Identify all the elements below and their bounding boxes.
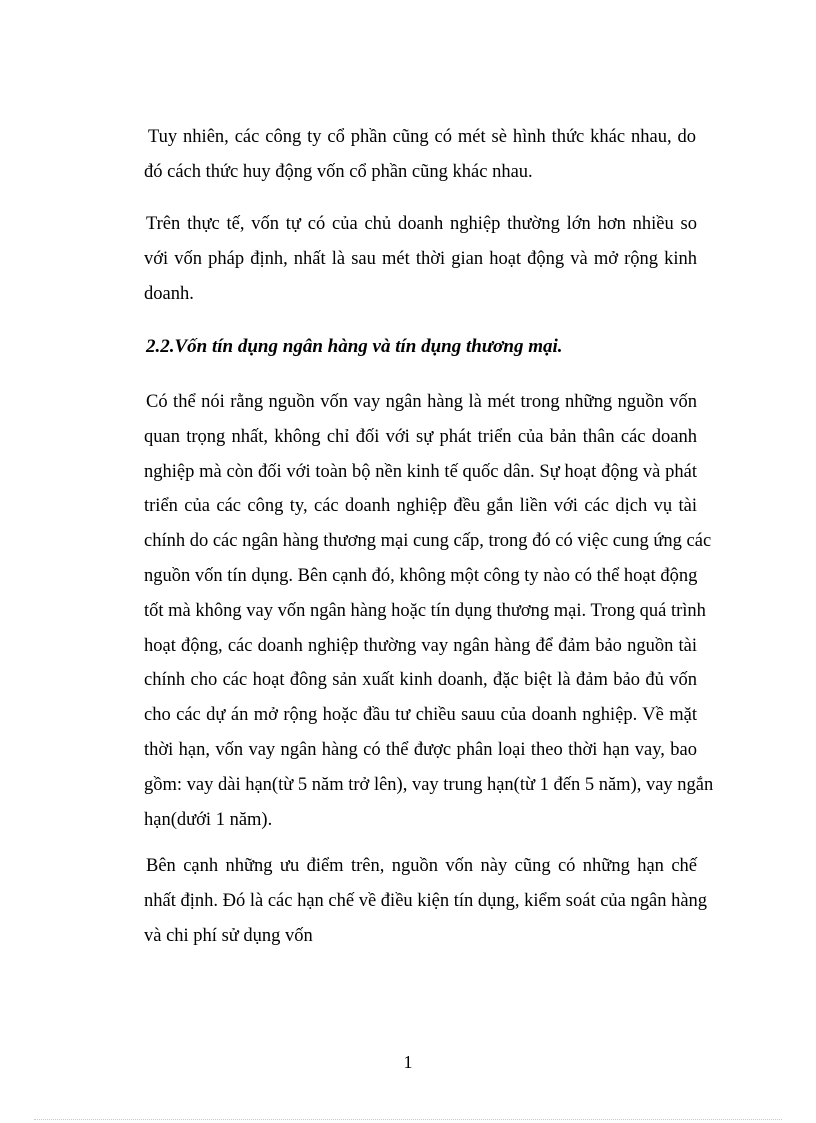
paragraph-line: nguồn vốn tín dụng. Bên cạnh đó, không một công ty nào có thể hoạt động	[144, 565, 698, 586]
paragraph-line: chính cho các hoạt đông sản xuất kinh doanh, đặc biệt là đảm bảo đủ vốn	[144, 670, 697, 691]
paragraph-line: với vốn pháp định, nhất là sau mét thời gian hoạt động và mở rộng kinh	[144, 248, 697, 269]
paragraph-2	[146, 207, 697, 311]
paragraph-line: quan trọng nhất, không chỉ đối với sự phát triển của bản thân các doanh	[144, 426, 697, 447]
section-heading: 2.2.Vốn tín dụng ngân hàng và tín dụng thương mại.	[146, 336, 563, 357]
paragraph-line: hoạt động, các doanh nghiệp thường vay ngân hàng để đảm bảo nguồn tài	[144, 635, 697, 656]
paragraph-line: đó cách thức huy động vốn cổ phần cũng khác nhau.	[144, 161, 533, 182]
paragraph-line: nghiệp mà còn đối với toàn bộ nền kinh tế quốc dân. Sự hoạt động và phát	[144, 461, 697, 482]
paragraph-line: tốt mà không vay vốn ngân hàng hoặc tín dụng thương mại. Trong quá trình	[144, 600, 706, 621]
paragraph-line: Bên cạnh những ưu điểm trên, nguồn vốn này cũng có những hạn chế	[146, 856, 697, 876]
paragraph-line: Tuy nhiên, các công ty cổ phần cũng có mét sè hình thức khác nhau, do	[148, 127, 696, 147]
paragraph-line: cho các dự án mở rộng hoặc đầu tư chiều sauu của doanh nghiệp. Về mặt	[144, 705, 697, 726]
paragraph-line: hạn(dưới 1 năm).	[144, 809, 273, 830]
paragraph-line: doanh.	[144, 283, 194, 304]
paragraph-line: chính do các ngân hàng thương mại cung cấp, trong đó có việc cung ứng các	[144, 531, 712, 552]
paragraph-line: nhất định. Đó là các hạn chế về điều kiện tín dụng, kiểm soát của ngân hàng	[144, 890, 708, 911]
paragraph-line: và chi phí sử dụng vốn	[144, 925, 313, 946]
paragraph-line: thời hạn, vốn vay ngân hàng có thể được phân loại theo thời hạn vay, bao	[144, 739, 697, 760]
paragraph-line: Có thể nói rằng nguồn vốn vay ngân hàng là mét trong những nguồn vốn	[146, 392, 697, 412]
page-number: 1	[403, 1052, 413, 1072]
paragraph-line: Trên thực tế, vốn tự có của chủ doanh nghiệp thường lớn hơn nhiều so	[146, 214, 697, 234]
paragraph-1	[146, 120, 696, 190]
paragraph-4	[144, 849, 708, 953]
page-bottom-border	[34, 1119, 782, 1120]
paragraph-line: triển của các công ty, các doanh nghiệp đều gắn liền với các dịch vụ tài	[144, 496, 697, 517]
paragraph-line: gồm: vay dài hạn(từ 5 năm trở lên), vay trung hạn(từ 1 đến 5 năm), vay ngắn	[144, 774, 714, 795]
paragraph-3	[144, 385, 714, 837]
